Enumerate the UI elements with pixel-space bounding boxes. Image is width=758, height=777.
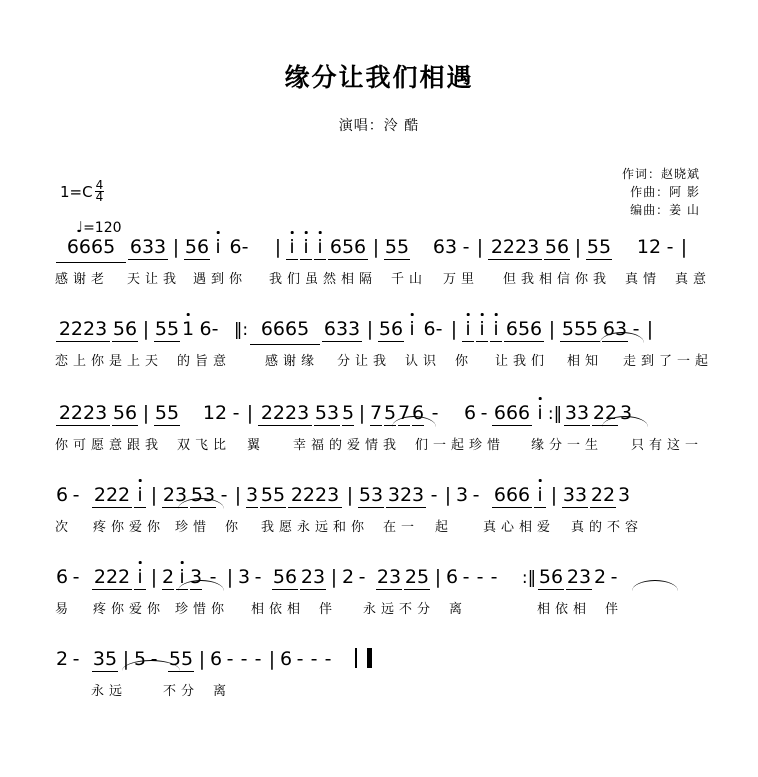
note-group: 2 [341,566,355,588]
note-group: 55 [384,236,410,258]
note-group: 56 [184,236,210,258]
quarter-note-icon: ♩ [76,218,84,236]
note-group: 33 [562,484,588,506]
note-group: i [533,484,547,506]
note-group: 633 [127,236,169,258]
note-group: 2223 [287,484,343,506]
note-group: - [472,484,480,506]
note-group: 56 [378,318,404,340]
score-line [0,236,758,308]
note-group: 656 [327,236,369,258]
barline: | [548,318,556,340]
note-group: 555 [559,318,601,340]
note-group: 6 [445,566,459,588]
arranger-credit: 编曲：姜 山 [630,203,700,217]
note-group: 56 [544,236,570,258]
tempo-marking [76,218,122,236]
lyric-row: 你 可 愿 意 跟 我 双 飞 比 翼 幸 福 的 爱 情 我 们 一 起 珍 惜 缘 分 一 生 只 有 这 一 [55,438,699,453]
note-group: 53 [358,484,384,506]
note-group: 55 [154,318,180,340]
barline: | [366,318,374,340]
note-group: 63 [432,236,458,258]
note-group: - [490,566,498,588]
note-group: 12 [202,402,228,424]
note-group: 5 [383,402,397,424]
note-group: - [610,566,618,588]
note-group: - [462,566,470,588]
lyric-row: 易 疼 你 爱 你 珍 惜 你 相 依 相 伴 永 远 不 分 离 相 依 相 伴 [55,602,619,617]
note-group: 3 [617,484,631,506]
note-group: - [232,402,240,424]
barline: | [450,318,458,340]
note-group: - [358,566,366,588]
note-group: 6- [229,236,249,258]
note-group: 6 [55,566,69,588]
time-signature-numerator: 4 [95,178,104,192]
note-group: - [431,402,439,424]
tempo-value: =120 [83,220,122,236]
note-group: - [324,648,332,670]
note-group: i [475,318,489,340]
barline: | [150,566,158,588]
note-group: i [285,236,299,258]
note-group: - [220,484,228,506]
barline: | [122,648,130,670]
note-group: 3 [237,566,251,588]
barline: | [476,236,484,258]
barline: | [330,566,338,588]
note-group: - [150,648,158,670]
note-group: - [666,236,674,258]
note-group: - [72,648,80,670]
note-group: 6665 [55,236,127,258]
note-group: - [310,648,318,670]
note-group: - [209,566,217,588]
time-signature-denominator: 4 [95,190,104,204]
time-signature [95,180,105,203]
barline: | [434,566,442,588]
note-group: 55 [586,236,612,258]
note-group: 6- [423,318,443,340]
note-group: 6- [199,318,219,340]
note-group: 63 [602,318,628,340]
key-signature [60,180,104,203]
note-group: i [313,236,327,258]
note-group: 2223 [487,236,543,258]
credits-block [622,165,700,219]
note-group: 55 [168,648,194,670]
lyric-row: 次 疼 你 爱 你 珍 惜 你 我 愿 永 远 和 你 在 一 起 真 心 相 爱 真 的 不 容 [55,520,639,535]
score-line [0,648,758,720]
note-group: - [254,566,262,588]
note-group: - [480,402,488,424]
note-group: i [461,318,475,340]
barline: | [142,402,150,424]
note-group: - [462,236,470,258]
note-group: 12 [636,236,662,258]
note-group: 3 [455,484,469,506]
score-line [0,484,758,556]
note-group: 2223 [55,402,111,424]
note-group: 222 [91,484,133,506]
key-signature-text: 1=C [60,183,93,201]
note-group: 23 [162,484,188,506]
note-group: - [226,648,234,670]
note-group: i [133,484,147,506]
note-group: i [533,402,547,424]
note-group: 3 [189,566,203,588]
note-group: - [72,484,80,506]
note-group: 33 [564,402,590,424]
note-group: 323 [385,484,427,506]
note-row [55,484,715,514]
barline: | [680,236,688,258]
note-group: 35 [92,648,118,670]
repeat-end-sign: :‖ [521,568,537,588]
note-group: 2 [593,566,607,588]
note-group: 6 [411,402,425,424]
note-group: 25 [404,566,430,588]
barline: | [274,236,282,258]
barline: | [444,484,452,506]
score-line [0,318,758,390]
note-group: 6 [209,648,223,670]
note-group: 633 [321,318,363,340]
lyric-row: 永 远 不 分 离 [91,684,227,699]
note-group: 5 [341,402,355,424]
note-group: 56 [272,566,298,588]
score-line [0,566,758,638]
note-group: 222 [91,566,133,588]
note-group: - [476,566,484,588]
barline: | [234,484,242,506]
barline: | [268,648,276,670]
note-group: 2223 [257,402,313,424]
page-title: 缘分让我们相遇 [284,63,474,92]
note-group: i [405,318,419,340]
note-group: i [299,236,313,258]
repeat-end-sign: :‖ [547,404,563,424]
note-group: 3 [245,484,259,506]
note-group: - [254,648,262,670]
note-group: - [296,648,304,670]
note-group: 1 [181,318,195,340]
note-group: 22 [592,402,618,424]
note-group: 56 [112,318,138,340]
composer-credit: 作曲：阿 影 [630,185,700,199]
barline: | [358,402,366,424]
note-group: 22 [590,484,616,506]
note-group: 23 [566,566,592,588]
barline: | [142,318,150,340]
note-group: - [430,484,438,506]
note-group: - [632,318,640,340]
note-group: 23 [300,566,326,588]
note-row [55,566,715,596]
note-group: 56 [112,402,138,424]
note-group: 7 [369,402,383,424]
note-group: 6 [55,484,69,506]
note-row [55,236,715,266]
lyric-row: 感 谢 老 天 让 我 遇 到 你 我 们 虽 然 相 隔 千 山 万 里 但 我 相 信 你 我 真 情 真 意 [55,272,707,287]
barline: | [574,236,582,258]
note-group: i [489,318,503,340]
barline: | [198,648,206,670]
note-group: - [72,566,80,588]
note-group: - [240,648,248,670]
note-group: 2223 [55,318,111,340]
repeat-start-sign: ‖: [233,320,249,340]
barline: | [646,318,654,340]
lyric-row: 恋 上 你 是 上 天 的 旨 意 感 谢 缘 分 让 我 认 识 你 让 我 们 相 知 走 到 了 一 起 [55,354,709,369]
barline: | [550,484,558,506]
note-group: 2 [161,566,175,588]
note-group: i [211,236,225,258]
note-group: i [133,566,147,588]
barline: | [246,402,254,424]
barline: | [346,484,354,506]
note-group: 666 [491,402,533,424]
note-group: 5 [133,648,147,670]
final-barline [355,648,372,668]
note-group: 23 [376,566,402,588]
note-group: 6 [463,402,477,424]
note-group: 2 [55,648,69,670]
note-group: 6665 [249,318,321,340]
barline: | [226,566,234,588]
note-group: 666 [491,484,533,506]
barline: | [172,236,180,258]
score-line [0,402,758,474]
singer-line: 演唱：泠 酷 [338,118,420,134]
lyricist-credit: 作词：赵晓斌 [621,167,700,181]
note-group: 55 [260,484,286,506]
note-group: 656 [503,318,545,340]
note-group: i [175,566,189,588]
note-group: 3 [619,402,633,424]
note-group: 55 [154,402,180,424]
note-group: 6 [279,648,293,670]
barline: | [372,236,380,258]
note-group: 56 [538,566,564,588]
note-group: 53 [314,402,340,424]
barline: | [150,484,158,506]
note-group: 7 [397,402,411,424]
note-group: 53 [190,484,216,506]
